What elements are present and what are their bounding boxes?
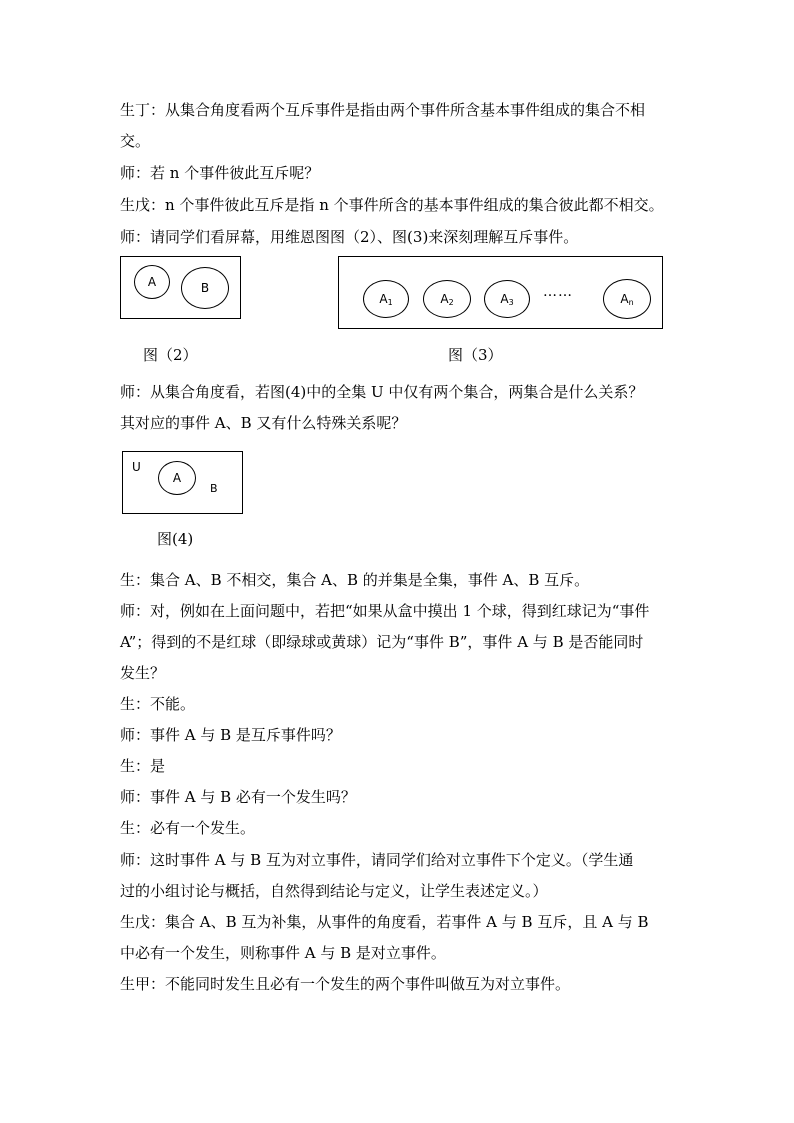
set-an-ellipse	[603, 279, 651, 319]
text-line: 交。	[120, 132, 151, 150]
ellipsis-dots: ……	[543, 284, 573, 300]
set-b-label: B	[200, 281, 210, 295]
text-line: 师：这时事件 A 与 B 互为对立事件，请同学们给对立事件下个定义。（学生通	[120, 851, 634, 869]
set-a-label: A	[147, 275, 157, 289]
figure-4-venn-box	[122, 451, 243, 514]
set-a2-label: $A_2$	[440, 291, 454, 307]
text-line: 生戊：集合 A、B 互为补集，从事件的角度看，若事件 A 与 B 互斥，且 A 与 B	[120, 913, 649, 931]
figure-2-caption: 图（2）	[143, 346, 198, 364]
set-a2-ellipse	[423, 280, 471, 318]
text-line: 生：不能。	[120, 695, 196, 713]
figure-3-caption: 图（3）	[448, 346, 503, 364]
text-line: 中必有一个发生，则称事件 A 与 B 是对立事件。	[120, 944, 446, 962]
set-b-label: B	[210, 482, 218, 495]
set-a-ellipse	[158, 461, 196, 495]
set-b-ellipse	[181, 267, 229, 309]
text-line: 生丁：从集合角度看两个互斥事件是指由两个事件所含基本事件组成的集合不相	[120, 101, 646, 119]
set-a-label: A	[172, 471, 182, 485]
text-line: 师：从集合角度看，若图(4)中的全集 U 中仅有两个集合，两集合是什么关系？	[120, 383, 644, 401]
text-line: 生：必有一个发生。	[120, 819, 256, 837]
figure-3-venn-box	[338, 256, 663, 329]
text-line: 生戊：n 个事件彼此互斥是指 n 个事件所含的基本事件组成的集合彼此都不相交。	[120, 196, 664, 214]
set-a1-ellipse	[363, 280, 409, 318]
text-line: 生：集合 A、B 不相交，集合 A、B 的并集是全集，事件 A、B 互斥。	[120, 571, 590, 589]
text-line: 师：事件 A 与 B 是互斥事件吗？	[120, 726, 341, 744]
text-line: 过的小组讨论与概括，自然得到结论与定义，让学生表述定义。）	[120, 882, 548, 900]
set-a3-label: $A_3$	[500, 291, 514, 307]
text-line: 师：若 n 个事件彼此互斥呢？	[120, 164, 320, 182]
text-line: 其对应的事件 A、B 又有什么特殊关系呢？	[120, 414, 407, 432]
set-an-label: $A_n$	[620, 291, 634, 307]
set-a1-label: $A_1$	[379, 291, 393, 307]
set-a-ellipse	[134, 265, 170, 299]
text-line: 师：事件 A 与 B 必有一个发生吗？	[120, 788, 356, 806]
set-a3-ellipse	[484, 280, 530, 318]
text-line: A”；得到的不是红球（即绿球或黄球）记为“事件 B”，事件 A 与 B 是否能同时	[120, 633, 644, 651]
text-line: 生：是	[120, 757, 166, 775]
text-line: 师：请同学们看屏幕，用维恩图图（2）、图(3)来深刻理解互斥事件。	[120, 228, 579, 246]
text-line: 生甲：不能同时发生且必有一个发生的两个事件叫做互为对立事件。	[120, 975, 571, 993]
figure-4-caption: 图(4)	[157, 530, 194, 548]
universe-label: U	[132, 460, 141, 474]
text-line: 师：对，例如在上面问题中，若把“如果从盒中摸出 1 个球，得到红球记为“事件	[120, 602, 650, 620]
figure-2-venn-box	[120, 256, 241, 319]
text-line: 发生？	[120, 664, 166, 682]
